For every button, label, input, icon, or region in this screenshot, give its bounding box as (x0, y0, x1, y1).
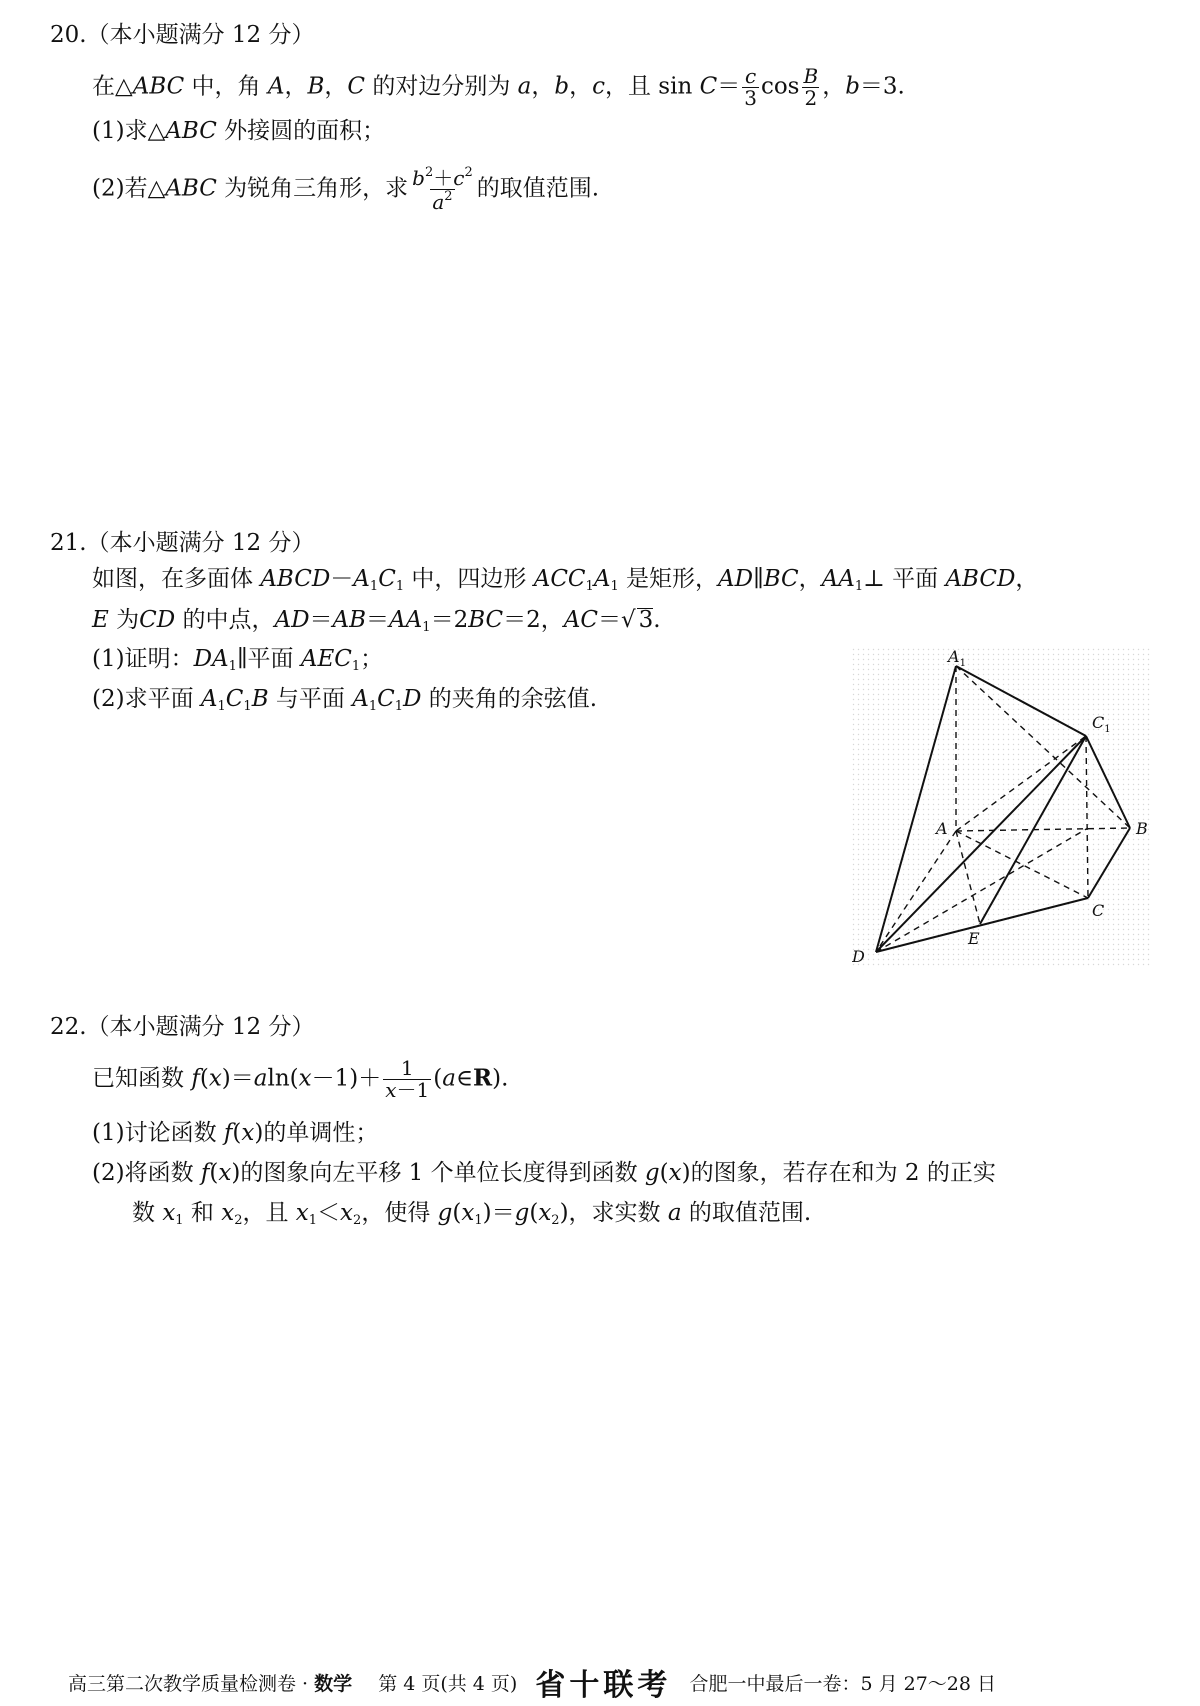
q21-line1: 如图，在多面体 $ABCD-A_1C_1$ 中，四边形 $ACC_1A_1$ 是矩形，AD∥BC，$AA_1\perp$ 平面 ABCD， (92, 566, 1039, 594)
footer-brand-logo: 省十联考 (535, 1668, 672, 1703)
q22-stem: 已知函数 f(x)＝aln(x－1)＋ $\frac{1}{x-1}$ (a∈R). (92, 1056, 509, 1102)
label-C: C (1092, 901, 1105, 920)
fraction-1-over-x-minus-1: $\frac{1}{x-1}$ (385, 1056, 430, 1102)
footer-exam-date: 合肥一中最后一卷：5 月 27～28 日 (689, 1673, 997, 1695)
footer-exam-title: 高三第二次教学质量检测卷 · (68, 1673, 315, 1695)
fraction-c-over-3: $\frac{c}{3}$ (744, 64, 757, 110)
footer-page-number: 第 4 页(共 4 页) (378, 1673, 518, 1695)
polyhedron-figure (852, 648, 1152, 968)
label-B: B (1136, 819, 1148, 838)
q21-part1: (1)证明：$DA_1\parallel$平面 $AEC_1$； (92, 646, 384, 674)
q21-part2: (2)求平面 $A_1C_1B$ 与平面 $A_1C_1D$ 的夹角的余弦值. (92, 686, 598, 714)
q22-part2-line2: 数 $x_1$ 和 $x_2$，且 $x_1<x_2$，使得 $g(x_1)=g(x_2)$，求实数 a 的取值范围. (132, 1200, 812, 1228)
label-D: D (852, 947, 865, 966)
label-E: E (968, 929, 980, 948)
footer-subject: 数学 (314, 1673, 353, 1695)
fraction-B-over-2: $\frac{B}{2}$ (803, 64, 819, 110)
page-footer (68, 1668, 997, 1703)
fraction-b2c2-over-a2: $\frac{b^2+c^2}{a^2}$ (412, 165, 473, 214)
q21-line2: E 为CD 的中点，$AD=AB=AA_1=2BC=2$，AC＝√ 3. (92, 607, 661, 635)
label-A1: $A_1$ (948, 648, 966, 669)
q20-stem: 在△ABC 中，角 A，B，C 的对边分别为 a，b，c，且 sin C＝ $\frac{c}{3}$ cos $\frac{B}{2}$ ，b＝3. (92, 64, 905, 110)
q22-part1: (1)讨论函数 f(x)的单调性； (92, 1120, 379, 1146)
q21-header: 21.（本小题满分 12 分） (50, 530, 315, 556)
q20-part2: (2)若△ABC 为锐角三角形，求 $\frac{b^2+c^2}{a^2}$ 的取值范围. (92, 165, 600, 214)
label-A: A (936, 819, 948, 838)
q22-header: 22.（本小题满分 12 分） (50, 1014, 315, 1040)
q22-part2-line1: (2)将函数 f(x)的图象向左平移 1 个单位长度得到函数 g(x)的图象，若存在和为 2 的正实 (92, 1160, 996, 1186)
label-C1: $C_1$ (1092, 713, 1111, 735)
q20-part1: (1)求△ABC 外接圆的面积； (92, 118, 386, 144)
q20-header: 20.（本小题满分 12 分） (50, 22, 315, 48)
